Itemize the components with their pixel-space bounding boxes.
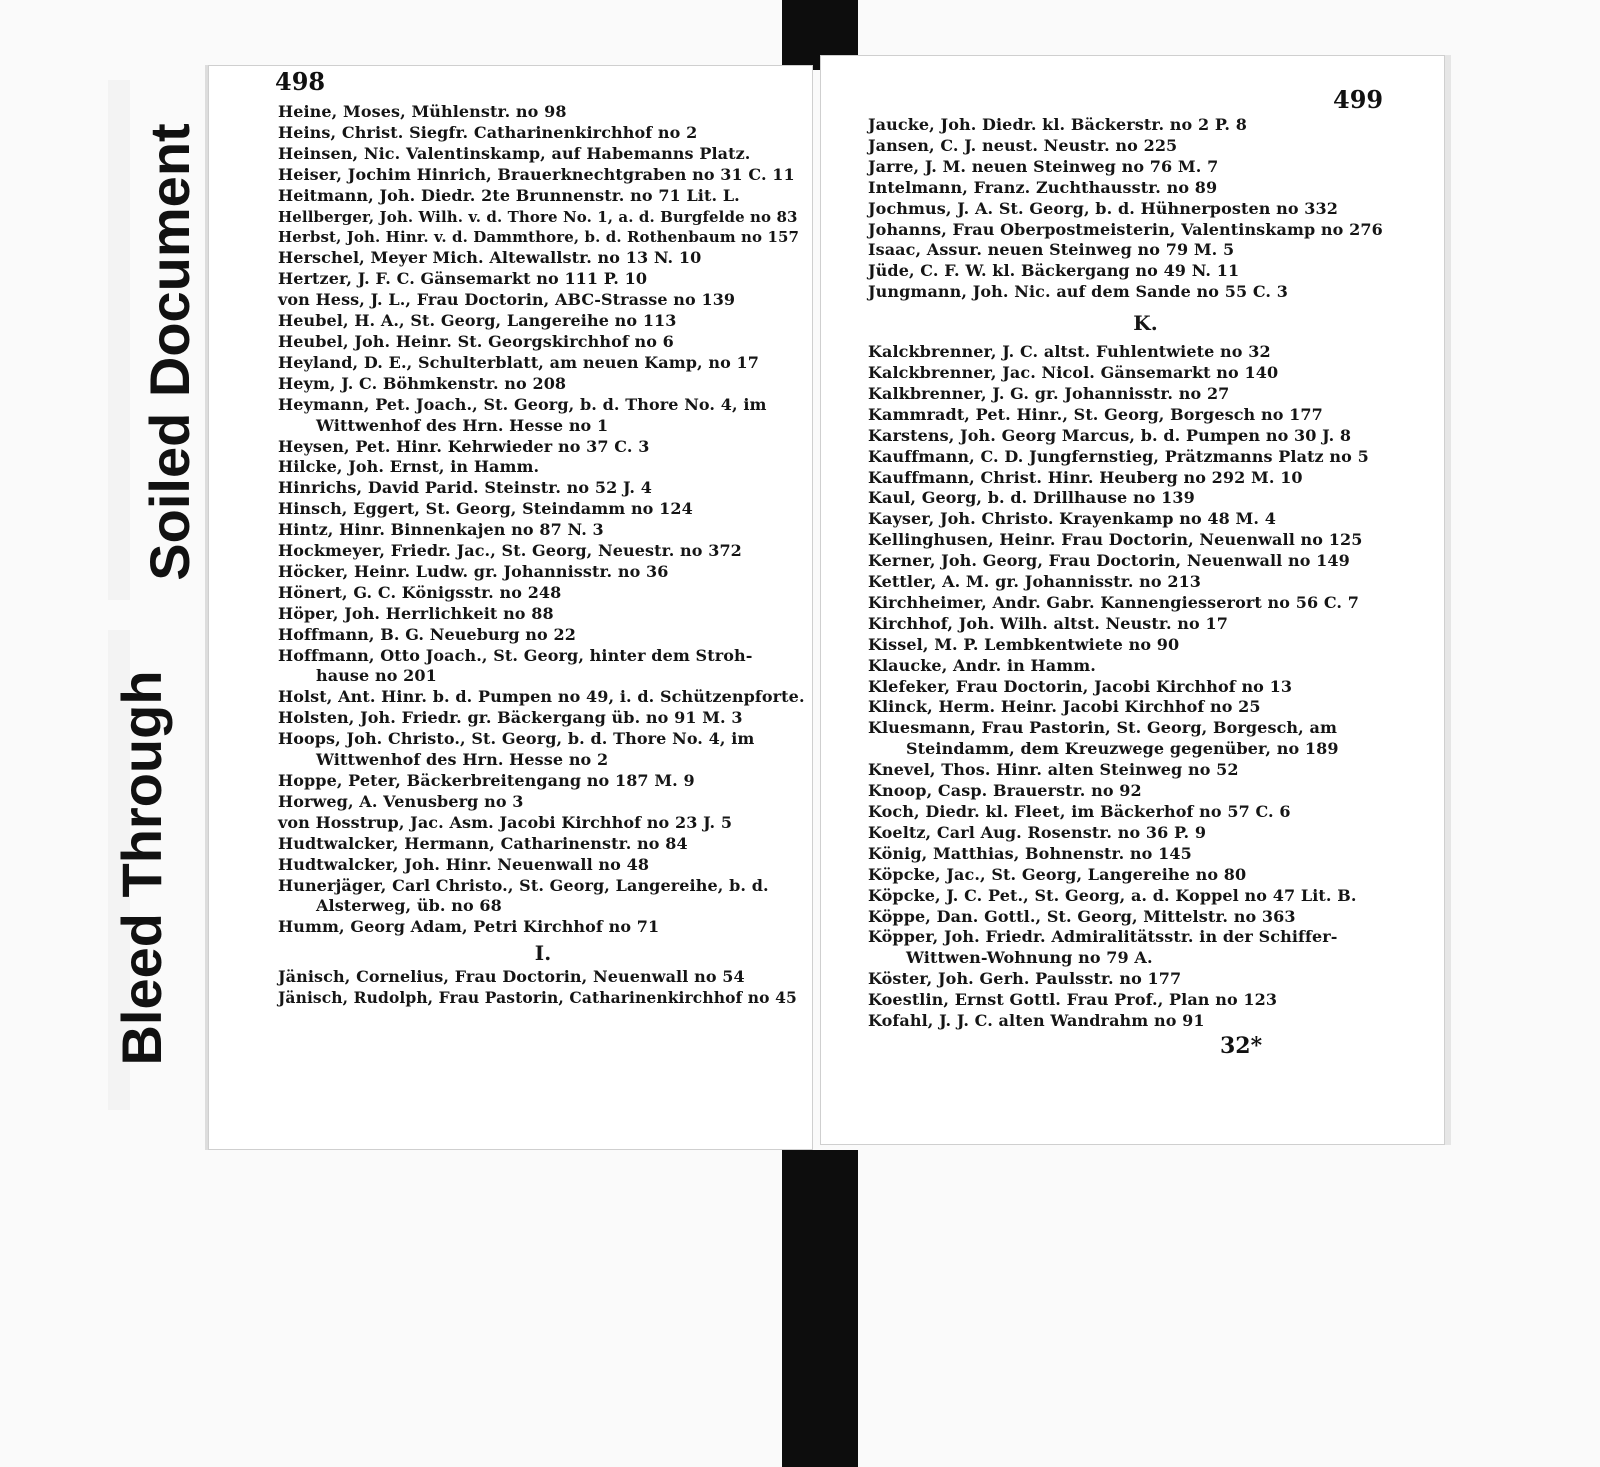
left-directory-entry: Heubel, H. A., St. Georg, Langereihe no 113 bbox=[278, 311, 677, 331]
right-directory-entry: Köster, Joh. Gerh. Paulsstr. no 177 bbox=[868, 969, 1182, 989]
left-directory-entry: Heiser, Jochim Hinrich, Brauerknechtgraben no 31 C. 11 bbox=[278, 164, 795, 184]
left-entry-continuation: Wittwenhof des Hrn. Hesse no 1 bbox=[316, 415, 609, 435]
right-directory-entry: Kauffmann, Christ. Hinr. Heuberg no 292 M. 10 bbox=[868, 467, 1303, 487]
right-directory-entry: Intelmann, Franz. Zuchthausstr. no 89 bbox=[868, 177, 1218, 197]
left-entry-list bbox=[278, 102, 808, 1009]
left-directory-entry: Heysen, Pet. Hinr. Kehrwieder no 37 C. 3 bbox=[278, 436, 650, 456]
right-page bbox=[820, 55, 1451, 1145]
right-directory-entry: Köpper, Joh. Friedr. Admiralitätsstr. in der Schiffer- bbox=[868, 927, 1338, 947]
left-entry-continuation: hause no 201 bbox=[316, 666, 437, 686]
left-directory-entry: Hoops, Joh. Christo., St. Georg, b. d. Thore No. 4, im bbox=[278, 729, 755, 749]
left-directory-entry: Höcker, Heinr. Ludw. gr. Johannisstr. no 36 bbox=[278, 561, 669, 581]
left-directory-entry: Hönert, G. C. Königsstr. no 248 bbox=[278, 582, 562, 602]
left-directory-entry: Heine, Moses, Mühlenstr. no 98 bbox=[278, 102, 567, 121]
left-directory-entry: Hintz, Hinr. Binnenkajen no 87 N. 3 bbox=[278, 520, 604, 540]
left-directory-entry: Herbst, Joh. Hinr. v. d. Dammthore, b. d. Rothenbaum no 157 bbox=[278, 228, 800, 247]
left-directory-entry: von Hess, J. L., Frau Doctorin, ABC-Strasse no 139 bbox=[278, 290, 736, 310]
left-directory-entry: Jänisch, Rudolph, Frau Pastorin, Catharinenkirchhof no 45 bbox=[278, 988, 797, 1008]
right-directory-entry: Kofahl, J. J. C. alten Wandrahm no 91 bbox=[868, 1011, 1205, 1031]
left-directory-entry: Hockmeyer, Friedr. Jac., St. Georg, Neuestr. no 372 bbox=[278, 541, 742, 561]
right-directory-entry: Kirchheimer, Andr. Gabr. Kannengiesserort no 56 C. 7 bbox=[868, 592, 1359, 612]
right-directory-entry: Kalckbrenner, J. C. altst. Fuhlentwiete no 32 bbox=[868, 342, 1271, 362]
right-directory-entry: Koestlin, Ernst Gottl. Frau Prof., Plan no 123 bbox=[868, 990, 1278, 1010]
right-directory-entry: Jansen, C. J. neust. Neustr. no 225 bbox=[868, 135, 1178, 155]
right-section-heading: K. bbox=[1133, 311, 1158, 336]
right-page-number: 499 bbox=[1333, 85, 1384, 114]
right-directory-entry: Kerner, Joh. Georg, Frau Doctorin, Neuenwall no 149 bbox=[868, 551, 1350, 571]
left-directory-entry: Hinrichs, David Parid. Steinstr. no 52 J. 4 bbox=[278, 478, 652, 498]
right-directory-entry: Kammradt, Pet. Hinr., St. Georg, Borgesch no 177 bbox=[868, 404, 1323, 424]
left-directory-entry: von Hosstrup, Jac. Asm. Jacobi Kirchhof no 23 J. 5 bbox=[278, 812, 733, 832]
left-directory-entry: Horweg, A. Venusberg no 3 bbox=[278, 791, 524, 811]
left-directory-entry: Heym, J. C. Böhmkenstr. no 208 bbox=[278, 373, 567, 393]
right-directory-entry: Kluesmann, Frau Pastorin, St. Georg, Borgesch, am bbox=[868, 718, 1337, 738]
left-directory-entry: Hoffmann, B. G. Neueburg no 22 bbox=[278, 624, 576, 644]
left-directory-entry: Hudtwalcker, Joh. Hinr. Neuenwall no 48 bbox=[278, 854, 650, 874]
right-directory-entry: Knevel, Thos. Hinr. alten Steinweg no 52 bbox=[868, 760, 1239, 780]
left-entry-continuation: Alsterweg, üb. no 68 bbox=[316, 896, 502, 916]
right-directory-entry: Knoop, Casp. Brauerstr. no 92 bbox=[868, 781, 1142, 801]
right-directory-entry: Kettler, A. M. gr. Johannisstr. no 213 bbox=[868, 572, 1202, 592]
bleed-through-label: Bleed Through bbox=[110, 670, 173, 1066]
right-directory-entry: König, Matthias, Bohnenstr. no 145 bbox=[868, 843, 1192, 863]
right-directory-entry: Köppe, Dan. Gottl., St. Georg, Mittelstr. no 363 bbox=[868, 906, 1296, 926]
right-directory-entry: Klefeker, Frau Doctorin, Jacobi Kirchhof no 13 bbox=[868, 676, 1293, 696]
left-directory-entry: Hoffmann, Otto Joach., St. Georg, hinter dem Stroh- bbox=[278, 645, 753, 665]
left-directory-entry: Heitmann, Joh. Diedr. 2te Brunnenstr. no 71 Lit. L. bbox=[278, 185, 740, 205]
left-directory-entry: Hellberger, Joh. Wilh. v. d. Thore No. 1, a. d. Burgfelde no 83 bbox=[278, 207, 798, 226]
left-directory-entry: Hunerjäger, Carl Christo., St. Georg, Langereihe, b. d. bbox=[278, 875, 769, 895]
right-directory-entry: Kayser, Joh. Christo. Krayenkamp no 48 M. 4 bbox=[868, 509, 1276, 529]
right-directory-entry: Kauffmann, C. D. Jungfernstieg, Prätzmanns Platz no 5 bbox=[868, 446, 1369, 466]
right-directory-entry: Isaac, Assur. neuen Steinweg no 79 M. 5 bbox=[868, 240, 1235, 260]
right-directory-entry: Köpcke, Jac., St. Georg, Langereihe no 80 bbox=[868, 864, 1247, 884]
left-page-number: 498 bbox=[275, 67, 326, 96]
right-directory-entry: Kissel, M. P. Lembkentwiete no 90 bbox=[868, 634, 1180, 654]
right-directory-entry: Jaucke, Joh. Diedr. kl. Bäckerstr. no 2 P. 8 bbox=[868, 115, 1247, 134]
right-directory-entry: Kirchhof, Joh. Wilh. altst. Neustr. no 17 bbox=[868, 613, 1228, 633]
left-section-heading: I. bbox=[534, 941, 552, 966]
left-page bbox=[205, 65, 813, 1150]
right-directory-entry: Kalckbrenner, Jac. Nicol. Gänsemarkt no 140 bbox=[868, 362, 1279, 382]
left-directory-entry: Hoppe, Peter, Bäckerbreitengang no 187 M. 9 bbox=[278, 771, 695, 790]
left-directory-entry: Hertzer, J. F. C. Gänsemarkt no 111 P. 10 bbox=[278, 269, 648, 289]
right-entry-continuation: Steindamm, dem Kreuzwege gegenüber, no 189 bbox=[906, 739, 1339, 759]
left-directory-entry: Hilcke, Joh. Ernst, in Hamm. bbox=[278, 457, 540, 477]
left-entry-continuation: Wittwenhof des Hrn. Hesse no 2 bbox=[316, 750, 609, 770]
left-directory-entry: Jänisch, Cornelius, Frau Doctorin, Neuenwall no 54 bbox=[278, 967, 745, 987]
soiled-document-label: Soiled Document bbox=[138, 123, 201, 581]
right-directory-entry: Kellinghusen, Heinr. Frau Doctorin, Neuenwall no 125 bbox=[868, 530, 1363, 550]
left-directory-entry: Höper, Joh. Herrlichkeit no 88 bbox=[278, 603, 554, 623]
left-directory-entry: Heins, Christ. Siegfr. Catharinenkirchhof no 2 bbox=[278, 122, 698, 142]
right-directory-entry: Jarre, J. M. neuen Steinweg no 76 M. 7 bbox=[868, 156, 1219, 176]
right-directory-entry: Johanns, Frau Oberpostmeisterin, Valentinskamp no 276 bbox=[868, 219, 1383, 239]
right-entry-continuation: Wittwen-Wohnung no 79 A. bbox=[906, 948, 1153, 968]
right-directory-entry: Klaucke, Andr. in Hamm. bbox=[868, 655, 1096, 675]
right-directory-entry: Kaul, Georg, b. d. Drillhause no 139 bbox=[868, 488, 1195, 508]
right-directory-entry: Kalkbrenner, J. G. gr. Johannisstr. no 27 bbox=[868, 383, 1230, 403]
paper-edge-upper bbox=[108, 80, 130, 600]
left-directory-entry: Holst, Ant. Hinr. b. d. Pumpen no 49, i. d. Schützenpforte. bbox=[278, 687, 805, 707]
left-directory-entry: Heubel, Joh. Heinr. St. Georgskirchhof no 6 bbox=[278, 331, 674, 351]
left-directory-entry: Heinsen, Nic. Valentinskamp, auf Habemanns Platz. bbox=[278, 143, 751, 163]
right-directory-entry: Köpcke, J. C. Pet., St. Georg, a. d. Koppel no 47 Lit. B. bbox=[868, 885, 1357, 905]
right-entry-list bbox=[868, 115, 1423, 1032]
left-directory-entry: Hudtwalcker, Hermann, Catharinenstr. no 84 bbox=[278, 833, 688, 853]
right-directory-entry: Jungmann, Joh. Nic. auf dem Sande no 55 C. 3 bbox=[868, 282, 1288, 302]
right-directory-entry: Koch, Diedr. kl. Fleet, im Bäckerhof no 57 C. 6 bbox=[868, 802, 1291, 821]
left-directory-entry: Holsten, Joh. Friedr. gr. Bäckergang üb. no 91 M. 3 bbox=[278, 708, 743, 728]
right-directory-entry: Koeltz, Carl Aug. Rosenstr. no 36 P. 9 bbox=[868, 822, 1207, 842]
left-directory-entry: Heyland, D. E., Schulterblatt, am neuen Kamp, no 17 bbox=[278, 352, 760, 372]
left-directory-entry: Heymann, Pet. Joach., St. Georg, b. d. Thore No. 4, im bbox=[278, 394, 767, 414]
binding-strip-bottom bbox=[782, 1150, 858, 1467]
footer-signature: 32* bbox=[1220, 1033, 1263, 1059]
left-directory-entry: Herschel, Meyer Mich. Altewallstr. no 13 N. 10 bbox=[278, 248, 702, 268]
left-directory-entry: Humm, Georg Adam, Petri Kirchhof no 71 bbox=[278, 917, 660, 937]
right-directory-entry: Klinck, Herm. Heinr. Jacobi Kirchhof no 25 bbox=[868, 697, 1261, 717]
right-directory-entry: Jüde, C. F. W. kl. Bäckergang no 49 N. 11 bbox=[868, 261, 1240, 281]
left-directory-entry: Hinsch, Eggert, St. Georg, Steindamm no 124 bbox=[278, 499, 693, 519]
right-directory-entry: Karstens, Joh. Georg Marcus, b. d. Pumpen no 30 J. 8 bbox=[868, 425, 1352, 445]
right-directory-entry: Jochmus, J. A. St. Georg, b. d. Hühnerposten no 332 bbox=[868, 198, 1339, 218]
